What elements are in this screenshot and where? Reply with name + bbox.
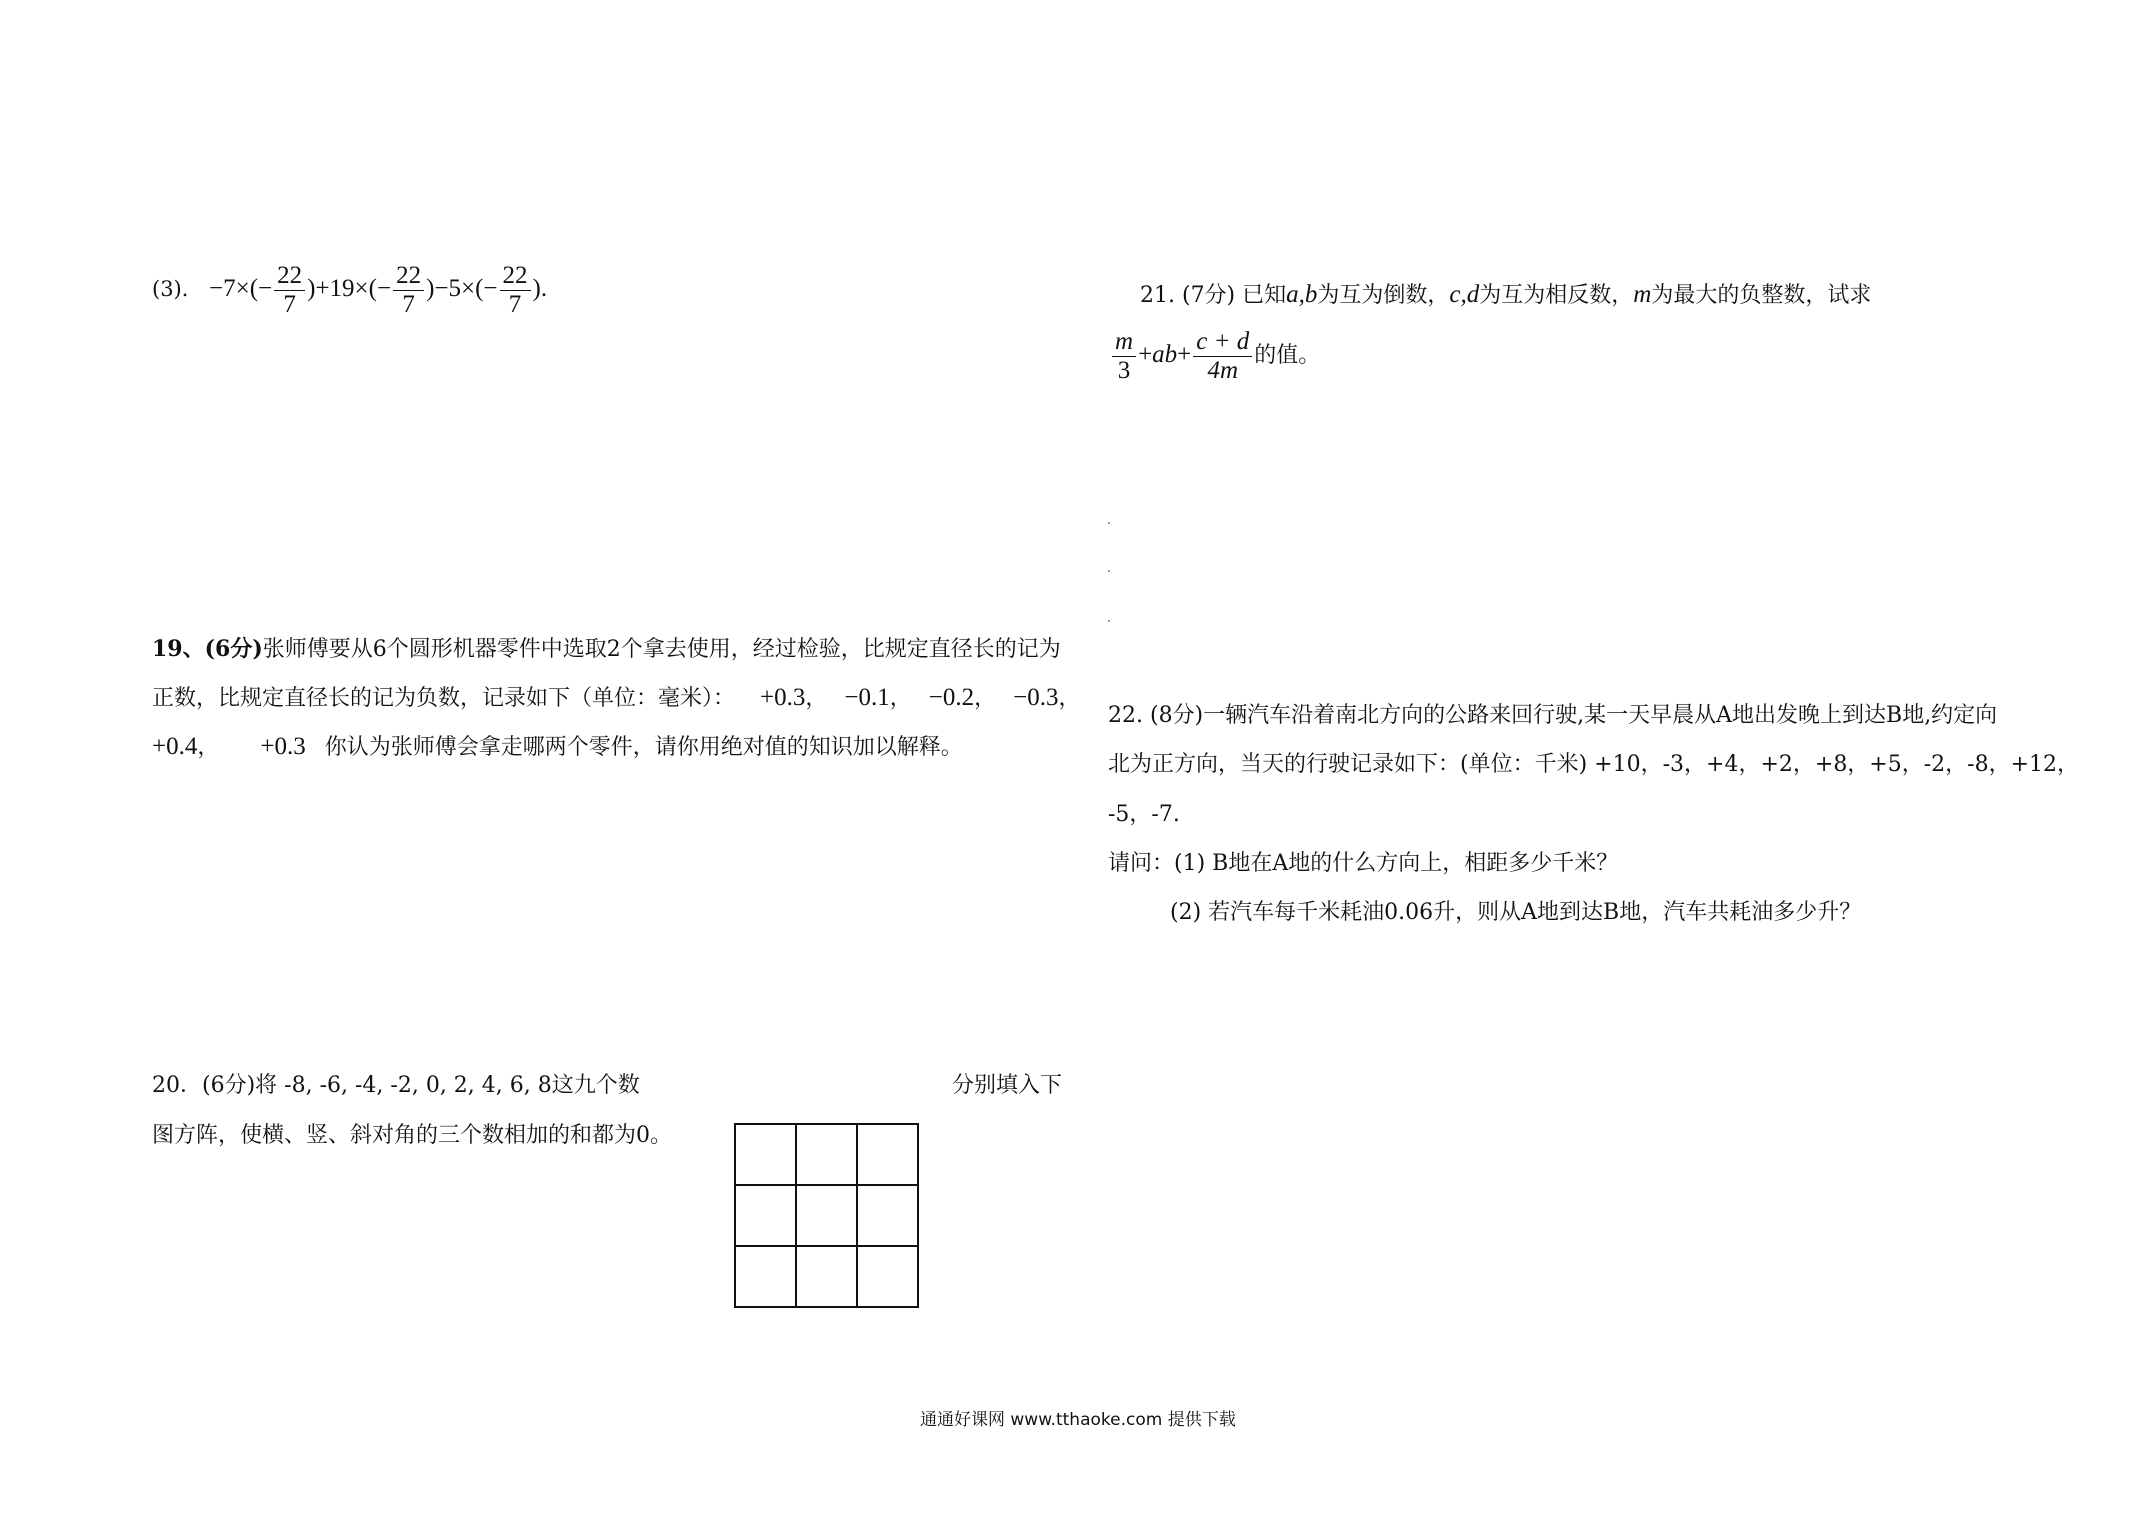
q21-prefix: 21. (7分) 已知: [1140, 283, 1287, 308]
fraction-22-7-a: $\frac{22}{7}$: [274, 262, 305, 319]
q19-line1: [152, 632, 1061, 663]
fraction-22-7-b: $\frac{22}{7}$: [393, 262, 424, 319]
fraction-22-7-c: $\frac{22}{7}$: [500, 262, 531, 319]
q22-line1: 22. (8分)一辆汽车沿着南北方向的公路来回行驶,某一天早晨从A地出发晚上到达B地,约定向: [1108, 703, 1998, 728]
grid-cell: [857, 1124, 918, 1185]
q19-value: −0.3: [1013, 684, 1059, 711]
q20-line1-start: 20．(6分)将 -8, -6, -4, -2, 0, 2, 4, 6, 8这九个数: [152, 1073, 640, 1098]
q19-text-line2: 正数，比规定直径长的记为负数，记录如下（单位：毫米）：: [152, 686, 736, 711]
grid-cell: [735, 1124, 796, 1185]
magic-square-grid: [734, 1123, 919, 1308]
q19-line2: 正数，比规定直径长的记为负数，记录如下（单位：毫米）： +0.3， −0.1， −0.2， −0.3，: [152, 684, 1081, 711]
q22-line2: 北为正方向，当天的行驶记录如下：(单位：千米) +10，-3，+4，+2，+8，+5，-2，-8，+12，: [1108, 752, 2080, 777]
q22-line3: -5，-7.: [1108, 802, 1180, 827]
q19-value: −0.2: [928, 684, 975, 711]
q19-text-line3: 你认为张师傅会拿走哪两个零件，请你用绝对值的知识加以解释。: [324, 735, 963, 760]
grid-cell: [735, 1246, 796, 1307]
grid-cell: [796, 1246, 857, 1307]
q18-3-term2-coef: )+19×(−: [307, 275, 392, 303]
q22-question2: (2) 若汽车每千米耗油0.06升，则从A地到达B地，汽车共耗油多少升？: [1170, 900, 1862, 925]
grid-cell: [735, 1185, 796, 1246]
q19-value: −0.1: [844, 684, 890, 711]
q19-value: +0.3: [260, 733, 306, 760]
q18-3-term1-coef: −7×(−: [209, 275, 273, 303]
q19-line3: +0.4， +0.3 你认为张师傅会拿走哪两个零件，请你用绝对值的知识加以解释。: [152, 733, 963, 760]
q18-3-label: (3)．: [152, 277, 203, 302]
q22-question1: 请问：(1) B地在A地的什么方向上，相距多少千米？: [1108, 851, 1619, 876]
grid-row: [735, 1185, 918, 1246]
q21-line1: [1140, 278, 1871, 309]
grid-row: [735, 1246, 918, 1307]
q21-expression: $\frac{m}{3}$ +ab+ $\frac{c + d}{4m}$ 的值。: [1110, 328, 1320, 385]
q20-line2: 图方阵，使横、竖、斜对角的三个数相加的和都为0。: [152, 1123, 672, 1148]
grid-cell: [857, 1246, 918, 1307]
grid-cell: [857, 1185, 918, 1246]
q21-var-cd: c,d: [1449, 281, 1480, 308]
q18-3-term3-coef: )−5×(−: [426, 275, 498, 303]
grid-row: [735, 1124, 918, 1185]
q20-line1-end: 分别填入下: [952, 1073, 1063, 1098]
q21-suffix: 的值。: [1254, 343, 1321, 369]
q21-var-m: m: [1633, 281, 1652, 308]
speck: [1108, 570, 1110, 572]
speck: [1108, 522, 1110, 524]
q21-var-ab: a,b: [1286, 281, 1318, 308]
q19-heading: 19、(6分): [152, 636, 263, 662]
q19-value: +0.4: [152, 733, 198, 760]
q18-3-expression: [152, 262, 547, 319]
q21-text-3: 为最大的负整数，试求: [1651, 283, 1872, 308]
q21-ab-term: ab: [1152, 341, 1178, 369]
footer-source: 通通好课网 www.tthaoke.com 提供下载: [920, 1410, 1236, 1430]
fraction-cd-4m: $\frac{c + d}{4m}$: [1193, 328, 1252, 385]
q21-text-2: 为互为相反数，: [1479, 283, 1634, 308]
grid-cell: [796, 1185, 857, 1246]
grid-cell: [796, 1124, 857, 1185]
q19-text-line1: 张师傅要从6个圆形机器零件中选取2个拿去使用，经过检验，比规定直径长的记为: [262, 637, 1061, 662]
speck: [1108, 620, 1110, 622]
fraction-m-3: $\frac{m}{3}$: [1112, 328, 1136, 385]
q18-3-end: ).: [532, 275, 548, 303]
q21-text-1: 为互为倒数，: [1317, 283, 1450, 308]
q19-value: +0.3: [760, 684, 806, 711]
